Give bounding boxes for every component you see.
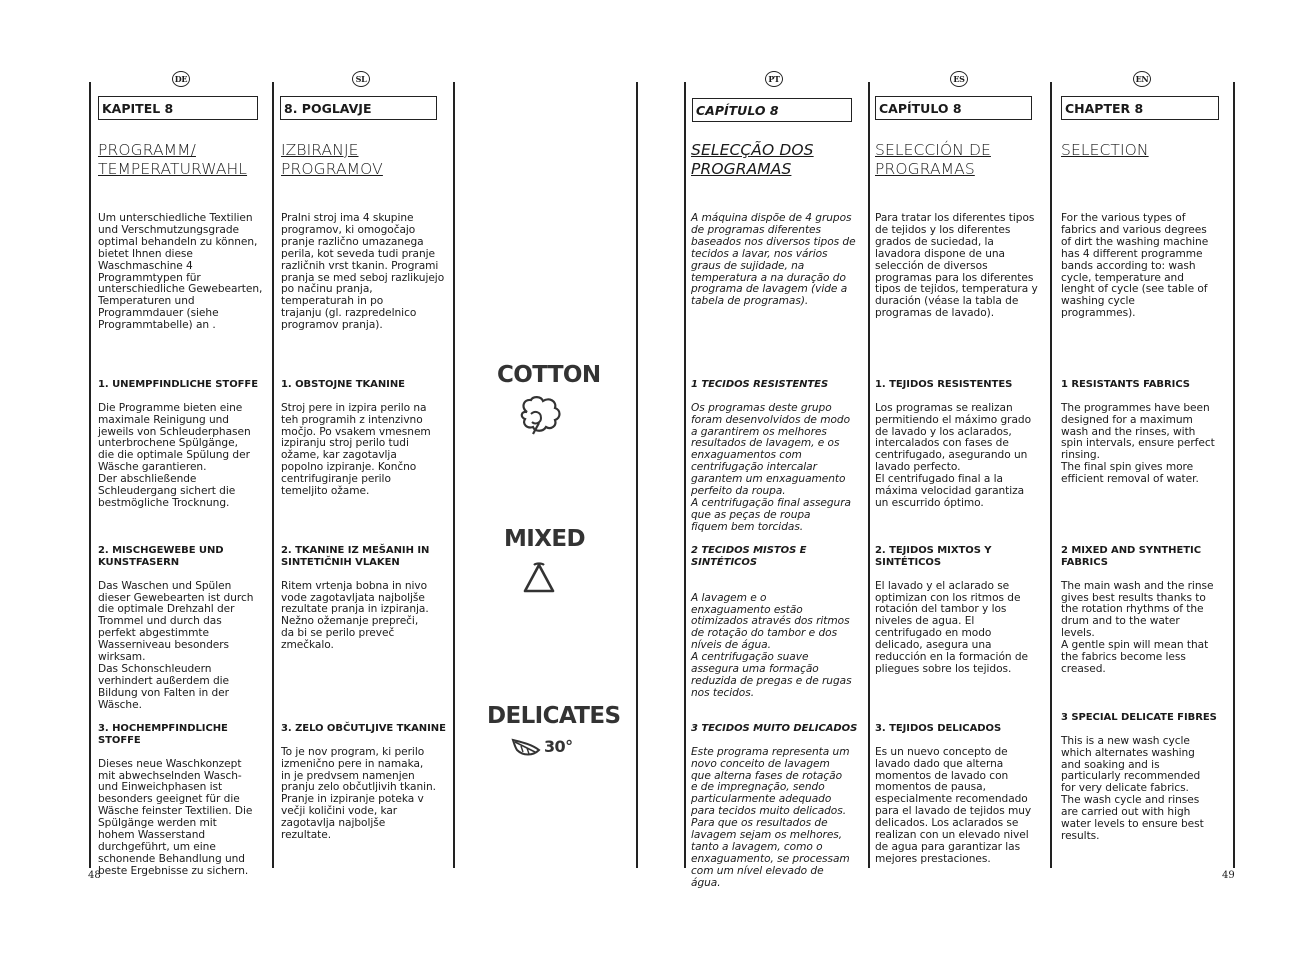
section-1-body-es: Los programas se realizan permitiendo el máximo grado de lavado y los aclarados, intercalados con fases de centrifugado, asegurando un lavado perfecto. El centrifugado final a la máxima velocidad garantiza un escurrido óptimo. bbox=[875, 401, 1032, 509]
language-badge-en: EN bbox=[1133, 71, 1151, 87]
section-2-en bbox=[1061, 533, 1229, 676]
page-number-right: 49 bbox=[1222, 870, 1235, 881]
section-2-body-es: El lavado y el aclarado se optimizan con los ritmos de rotación del tambor y los niveles de agua. El centrifugado en modo delicado, asegura una reducción en la formación de pliegues sobre los tejidos. bbox=[875, 579, 1029, 675]
column-rule bbox=[89, 82, 91, 868]
intro-text-sl: Pralni stroj ima 4 skupine programov, ki omogočajo pranje različno umazanega perila, kot seveda tudi pranje različnih vrst tkanin. Programi pranja se med seboj razlikujejo po načinu pranja, temperaturah in po trajanju (gl. razpredelnico programov pranja). bbox=[281, 212, 445, 332]
intro-text-es: Para tratar los diferentes tipos de tejidos y los diferentes grados de suciedad, la lavadora dispone de una selección de diversos programas para los diferentes tipos de tejidos, temperatura y duración (véase la tabla de programas de lavado). bbox=[875, 212, 1038, 320]
section-3-body-sl: To je nov program, ki perilo izmenično pere in namaka, in je predvsem namenjen pranju zelo občutljivih tkanin. Pranje in izpiranje poteka v večji količini vode, kar zagotavlja najboljše rezultate. bbox=[281, 745, 436, 842]
category-label-mixed: MIXED bbox=[504, 526, 585, 552]
section-1-body-de: Die Programme bieten eine maximale Reinigung und jeweils von Schleuderphasen unterbrochene Spülgänge, die die optimale Spülung der Wäsche garantieren. Der abschließende Schleudergang sichert die bestmögliche Trocknung. bbox=[98, 401, 251, 509]
section-title-de: PROGRAMM/ TEMPERATURWAHL bbox=[98, 141, 248, 178]
delicate-feather-icon bbox=[511, 738, 543, 760]
section-3-heading-en: 3 SPECIAL DELICATE FIBRES bbox=[1061, 711, 1217, 723]
section-3-heading-sl: 3. ZELO OBČUTLJIVE TKANINE bbox=[281, 722, 446, 734]
section-3-sl bbox=[281, 711, 449, 842]
section-1-heading-sl: 1. OBSTOJNE TKANINE bbox=[281, 378, 405, 390]
intro-text-en: For the various types of fabrics and various degrees of dirt the washing machine has 4 different programme bands according to: wash cycle, temperature and lenght of cycle (see table of washing cycle programmes). bbox=[1061, 212, 1209, 320]
language-badge-de: DE bbox=[172, 71, 190, 87]
section-2-sl bbox=[281, 533, 449, 652]
section-3-body-en: This is a new wash cycle which alternates washing and soaking and is particularly recommended for very delicate fabrics. The wash cycle and rinses are carried out with high water levels to ensure best results. bbox=[1061, 734, 1204, 842]
section-2-heading-en: 2 MIXED AND SYNTHETIC FABRICS bbox=[1061, 544, 1201, 568]
section-3-pt bbox=[691, 711, 867, 890]
section-2-heading-de: 2. MISCHGEWEBE UND KUNSTFASERN bbox=[98, 544, 224, 568]
language-badge-sl: SL bbox=[352, 71, 370, 87]
chapter-box-en: CHAPTER 8 bbox=[1061, 96, 1219, 120]
chapter-box-pt: CAPÍTULO 8 bbox=[692, 98, 852, 122]
column-rule bbox=[453, 82, 455, 868]
section-1-heading-de: 1. UNEMPFINDLICHE STOFFE bbox=[98, 378, 258, 390]
delicates-temperature: 30° bbox=[544, 737, 573, 756]
section-1-pt bbox=[691, 367, 867, 534]
section-2-body-pt: A lavagem e o enxaguamento estão otimizados através dos ritmos de rotação do tambor e dos níveis de água. A centrifugação suave assegura uma formação reduzida de pregas e de rugas nos tecidos. bbox=[691, 591, 852, 699]
section-1-heading-en: 1 RESISTANTS FABRICS bbox=[1061, 378, 1190, 390]
section-2-es bbox=[875, 533, 1047, 676]
section-3-body-de: Dieses neue Waschkonzept mit abwechselnden Wasch- und Einweichphasen ist besonders geeignet für die Wäsche feinster Textilien. Die Spülgänge werden mit hohem Wasserstand durchgeführt, um eine schonende Behandlung und beste Ergebnisse zu sichern. bbox=[98, 757, 253, 877]
intro-text-de: Um unterschiedliche Textilien und Verschmutzungsgrade optimal behandeln zu können, bietet Ihnen diese Waschmaschine 4 Programmtypen für unterschiedliche Gewebearten, Temperaturen und Programmdauer (siehe Programmtabelle) an . bbox=[98, 212, 263, 332]
section-2-de bbox=[98, 533, 270, 712]
section-3-heading-pt: 3 TECIDOS MUITO DELICADOS bbox=[691, 722, 858, 734]
section-title-pt: SELECÇÃO DOS PROGRAMAS bbox=[691, 141, 814, 178]
section-2-body-en: The main wash and the rinse gives best results thanks to the rotation rhythms of the drum and to the water levels. A gentle spin will mean that the fabrics become less creased. bbox=[1061, 579, 1214, 675]
cotton-flower-icon bbox=[519, 396, 565, 436]
page-number-left: 48 bbox=[88, 870, 101, 881]
language-badge-pt: PT bbox=[765, 71, 783, 87]
column-rule bbox=[1050, 82, 1052, 868]
section-2-heading-es: 2. TEJIDOS MIXTOS Y SINTÉTICOS bbox=[875, 544, 992, 568]
section-2-heading-pt: 2 TECIDOS MISTOS E SINTÉTICOS bbox=[691, 544, 807, 568]
section-2-pt bbox=[691, 533, 867, 700]
section-3-en bbox=[1061, 700, 1229, 843]
section-title-en: SELECTION bbox=[1061, 141, 1149, 159]
section-1-en bbox=[1061, 367, 1229, 486]
chapter-box-de: KAPITEL 8 bbox=[98, 96, 258, 120]
section-1-body-pt: Os programas deste grupo foram desenvolvidos de modo a garantirem os melhores resultados de lavagem, e os enxaguamentos com centrifugação intercalar garantem um enxaguamento perfeito da roupa. A centrifugação final assegura que as peças de roupa fiquem bem torcidas. bbox=[691, 401, 851, 533]
section-3-body-es: Es un nuevo concepto de lavado dado que alterna momentos de lavado con momentos de pausa, especialmente recomendado para el lavado de tejidos muy delicados. Los aclarados se realizan con un elevado nivel de agua para garantizar las mejores prestaciones. bbox=[875, 745, 1032, 865]
column-rule bbox=[1233, 82, 1235, 868]
section-1-body-sl: Stroj pere in izpira perilo na teh programih z intenzivno močjo. Po vsakem vmesnem izpiranju stroj perilo tudi ožame, kar zagotavlja popolno izpiranje. Končno centrifugiranje perilo temeljito ožame. bbox=[281, 401, 431, 498]
section-1-sl bbox=[281, 367, 449, 498]
section-title-es: SELECCIÓN DE PROGRAMAS bbox=[875, 141, 991, 178]
section-3-es bbox=[875, 711, 1047, 866]
section-title-sl: IZBIRANJE PROGRAMOV bbox=[281, 141, 383, 178]
category-label-delicates: DELICATES bbox=[487, 703, 621, 729]
section-2-heading-sl: 2. TKANINE IZ MEŠANIH IN SINTETIČNIH VLAKEN bbox=[281, 544, 430, 568]
section-3-de bbox=[98, 711, 270, 878]
section-3-body-pt: Este programa representa um novo conceito de lavagem que alterna fases de rotação e de impregnação, sendo particularmente adequado para tecidos muito delicados. Para que os resultados de lavagem sejam os melhores, tanto a lavagem, como o enxaguamento, se processam com um nível elevado de água. bbox=[691, 745, 850, 889]
section-1-body-en: The programmes have been designed for a maximum wash and the rinses, with spin intervals, ensure perfect rinsing. The final spin gives more efficient removal of water. bbox=[1061, 401, 1215, 486]
column-rule bbox=[868, 82, 870, 868]
language-badge-es: ES bbox=[950, 71, 968, 87]
section-2-body-de: Das Waschen und Spülen dieser Gewebearten ist durch die optimale Drehzahl der Trommel und durch das perfekt abgestimmte Wasserniveau besonders wirksam. Das Schonschleudern verhindert außerdem die Bildung von Falten in der Wäsche. bbox=[98, 579, 254, 711]
intro-text-pt: A máquina dispõe de 4 grupos de programas diferentes baseados nos diversos tipos de tecidos a lavar, nos vários graus de sujidade, na temperatura a na duração do programa de lavagem (vide a tabela de programas). bbox=[691, 212, 856, 308]
mixed-triangle-icon bbox=[522, 562, 556, 596]
column-rule bbox=[636, 82, 638, 868]
category-label-cotton: COTTON bbox=[497, 362, 601, 388]
chapter-box-es: CAPÍTULO 8 bbox=[875, 96, 1032, 120]
section-2-body-sl: Ritem vrtenja bobna in nivo vode zagotavljata najboljše rezultate pranja in izpiranja. Nežno ožemanje prepreči, da bi se perilo preveč zmečkalo. bbox=[281, 579, 429, 652]
section-3-heading-de: 3. HOCHEMPFINDLICHE STOFFE bbox=[98, 722, 228, 746]
section-1-heading-pt: 1 TECIDOS RESISTENTES bbox=[691, 378, 829, 390]
section-1-heading-es: 1. TEJIDOS RESISTENTES bbox=[875, 378, 1013, 390]
section-3-heading-es: 3. TEJIDOS DELICADOS bbox=[875, 722, 1002, 734]
column-rule bbox=[684, 82, 686, 868]
section-1-de bbox=[98, 367, 270, 510]
section-1-es bbox=[875, 367, 1047, 510]
column-rule bbox=[272, 82, 274, 868]
chapter-box-sl: 8. POGLAVJE bbox=[280, 96, 437, 120]
